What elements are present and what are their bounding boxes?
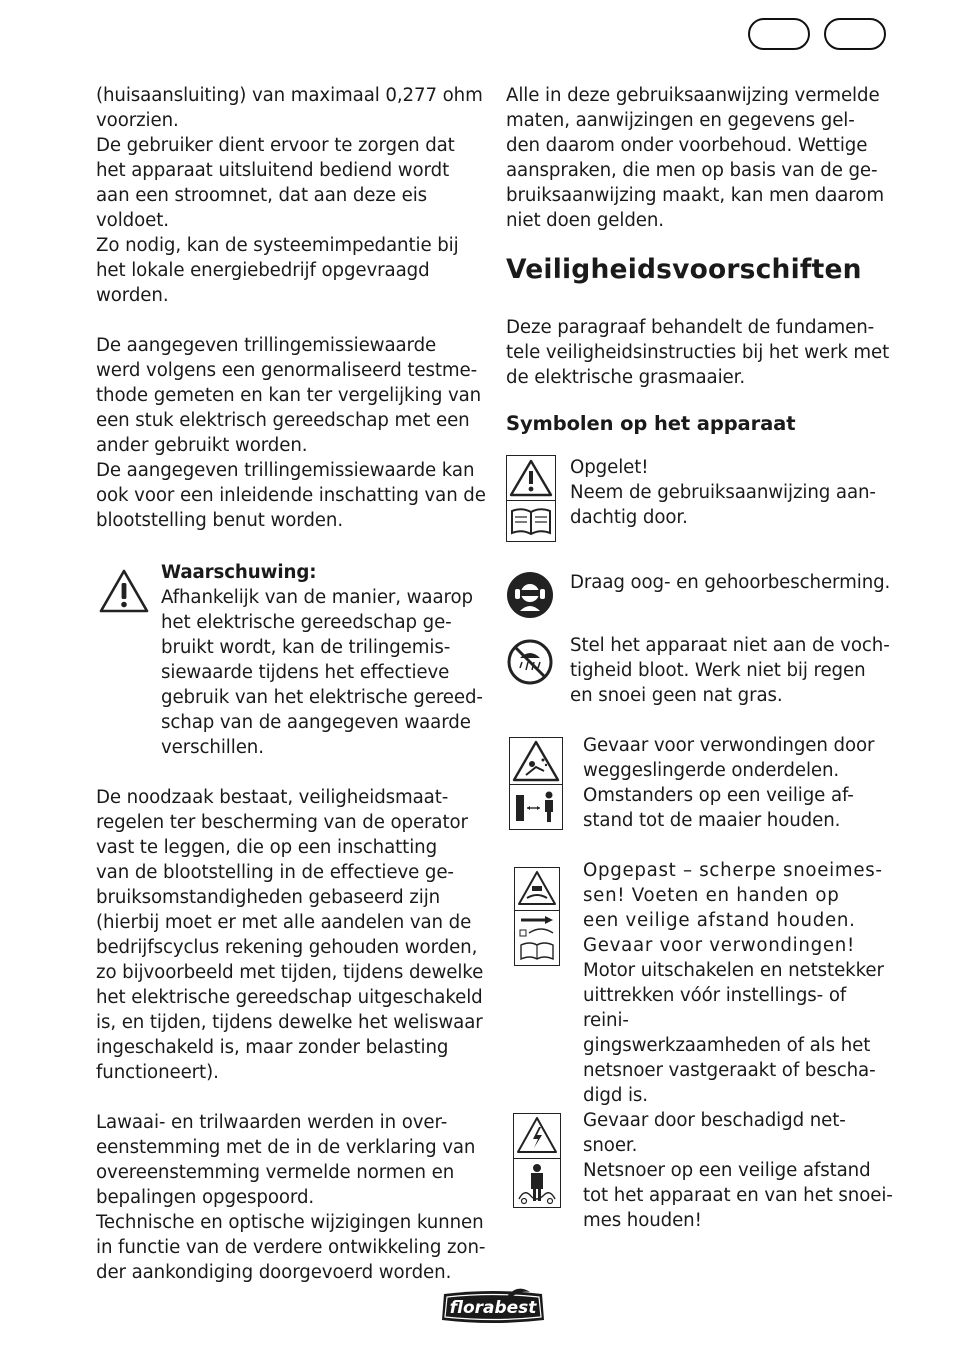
paragraph-disclaimer <box>506 83 896 233</box>
text-line: Stel het apparaat niet aan de voch- <box>570 635 890 656</box>
text-line: en snoei geen nat gras. <box>570 685 783 706</box>
text-line: aan een stroomnet, dat aan deze eis <box>96 185 428 206</box>
text-line: zo bijvoorbeeld met tijden, tijdens dewelke <box>96 962 484 983</box>
text-line: bruiksomstandigheden gebaseerd zijn <box>96 887 441 908</box>
text-line: gingswerkzaamheden of als het <box>583 1035 871 1056</box>
page-tab-left <box>748 18 810 50</box>
text-line: een veilige afstand houden. <box>583 910 856 931</box>
text-line: siewaarde tijdens het effectieve <box>161 662 450 683</box>
text-line: aanspraken, die men op basis van de ge- <box>506 160 878 181</box>
text-line: Gevaar voor verwondingen! <box>583 935 856 956</box>
warning-title: Waarschuwing: <box>161 562 317 583</box>
text-line: dachtig door. <box>570 507 688 528</box>
text-line: verschillen. <box>161 737 264 758</box>
text-line: bedrijfscyclus rekening gehouden worden, <box>96 937 478 958</box>
text-line: Technische en optische wijzigingen kunnen <box>96 1212 484 1233</box>
text-line: in functie van de verdere ontwikkeling zon- <box>96 1237 486 1258</box>
text-line: Zo nodig, kan de systeemimpedantie bij <box>96 235 459 256</box>
text-line: (huisaansluiting) van maximaal 0,277 ohm <box>96 85 483 106</box>
subsection-heading: Symbolen op het apparaat <box>506 412 796 435</box>
text-line: eenstemming met de in de verklaring van <box>96 1137 476 1158</box>
text-line: der aankondiging doorgevoerd worden. <box>96 1262 452 1283</box>
paragraph-impedance <box>96 83 486 308</box>
paragraph-section-intro <box>506 315 896 390</box>
text-line: functioneert). <box>96 1062 219 1083</box>
text-line: tele veiligheidsinstructies bij het werk met <box>506 342 890 363</box>
damaged-cable-icon <box>513 1113 561 1208</box>
text-line: Neem de gebruiksaanwijzing aan- <box>570 482 876 503</box>
text-line: Netsnoer op een veilige afstand <box>583 1160 871 1181</box>
text-line: weggeslingerde onderdelen. <box>583 760 840 781</box>
text-line: De aangegeven trillingemissiewaarde <box>96 335 437 356</box>
text-line: werd volgens een genormaliseerd testme- <box>96 360 478 381</box>
text-line: Gevaar voor verwondingen door <box>583 735 875 756</box>
text-line: blootstelling benut worden. <box>96 510 343 531</box>
text-line: vast te leggen, die op een inschatting <box>96 837 438 858</box>
text-line: is, en tijden, tijdens dewelke het weliswaar <box>96 1012 483 1033</box>
text-line: het lokale energiebedrijf opgevraagd <box>96 260 430 281</box>
text-line: Deze paragraaf behandelt de fundamen- <box>506 317 875 338</box>
text-line: bepalingen opgespoord. <box>96 1187 315 1208</box>
text-line: De aangegeven trillingemissiewaarde kan <box>96 460 475 481</box>
text-line: het elektrische gereedschap uitgeschakeld <box>96 987 483 1008</box>
text-line: sen! Voeten en handen op <box>583 885 840 906</box>
text-line: (hierbij moet er met alle aandelen van de <box>96 912 472 933</box>
section-heading: Veiligheidsvoorschiften <box>506 254 862 285</box>
text-line: Draag oog- en gehoorbescherming. <box>570 572 891 593</box>
left-column <box>96 83 486 1285</box>
text-line: regelen ter bescherming van de operator <box>96 812 468 833</box>
text-line: het elektrische gereedschap ge- <box>161 612 452 633</box>
paragraph-safety-measures <box>96 785 486 1085</box>
text-line: schap van de aangegeven waarde <box>161 712 471 733</box>
paragraph-vibration <box>96 333 486 533</box>
text-line: gebruik van het elektrische gereed- <box>161 687 483 708</box>
text-line: Opgepast – scherpe snoeimes- <box>583 860 883 881</box>
no-rain-icon <box>506 638 554 686</box>
text-line: van de blootstelling in de effectieve ge- <box>96 862 454 883</box>
text-line: Opgelet! <box>570 457 649 478</box>
text-line: Omstanders op een veilige af- <box>583 785 854 806</box>
eye-ear-protection-icon <box>506 571 554 619</box>
text-line: overeenstemming vermelde normen en <box>96 1162 455 1183</box>
text-line: ander gebruikt worden. <box>96 435 308 456</box>
text-line: digd is. <box>583 1085 648 1106</box>
text-line: Motor uitschakelen en netstekker <box>583 960 884 981</box>
text-line: De noodzaak bestaat, veiligheidsmaat- <box>96 787 449 808</box>
text-line: voldoet. <box>96 210 169 231</box>
text-line: bruikt wordt, kan de trilingemis- <box>161 637 451 658</box>
text-line: mes houden! <box>583 1210 702 1231</box>
florabest-logo-icon <box>438 1286 548 1326</box>
text-line: uittrekken vóór instellings- of reini- <box>583 985 847 1031</box>
text-line: ook voor een inleidende inschatting van de <box>96 485 486 506</box>
text-line: Gevaar door beschadigd net- <box>583 1110 846 1131</box>
warning-book-icon <box>506 455 556 542</box>
paragraph-noise-values <box>96 1110 486 1285</box>
text-line: niet doen gelden. <box>506 210 664 231</box>
text-line: tot het apparaat en van het snoei- <box>583 1185 893 1206</box>
text-line: stand tot de maaier houden. <box>583 810 841 831</box>
text-line: een stuk elektrisch gereedschap met een <box>96 410 470 431</box>
text-line: het apparaat uitsluitend bediend wordt <box>96 160 450 181</box>
text-line: den daarom onder voorbehoud. Wettige <box>506 135 868 156</box>
text-line: bruiksaanwijzing maakt, kan men daarom <box>506 185 884 206</box>
text-line: netsnoer vastgeraakt of bescha- <box>583 1060 876 1081</box>
text-line: voorzien. <box>96 110 179 131</box>
text-line: thode gemeten en kan ter vergelijking van <box>96 385 482 406</box>
text-line: ingeschakeld is, maar zonder belasting <box>96 1037 449 1058</box>
text-line: tigheid bloot. Werk niet bij regen <box>570 660 866 681</box>
text-line: snoer. <box>583 1135 638 1156</box>
warning-triangle-icon <box>98 568 150 614</box>
brand-name: florabest <box>449 1298 537 1318</box>
brand-logo <box>438 1286 548 1326</box>
page-tab-right <box>824 18 886 50</box>
thrown-objects-icon <box>509 737 563 830</box>
sharp-blades-icon <box>514 867 560 966</box>
text-line: Lawaai- en trilwaarden werden in over- <box>96 1112 448 1133</box>
right-column <box>506 83 896 1263</box>
text-line: De gebruiker dient ervoor te zorgen dat <box>96 135 455 156</box>
text-line: Afhankelijk van de manier, waarop <box>161 587 473 608</box>
text-line: maten, aanwijzingen en gegevens gel- <box>506 110 855 131</box>
text-line: Alle in deze gebruiksaanwijzing vermelde <box>506 85 880 106</box>
warning-block <box>96 560 486 760</box>
text-line: worden. <box>96 285 169 306</box>
text-line: de elektrische grasmaaier. <box>506 367 745 388</box>
